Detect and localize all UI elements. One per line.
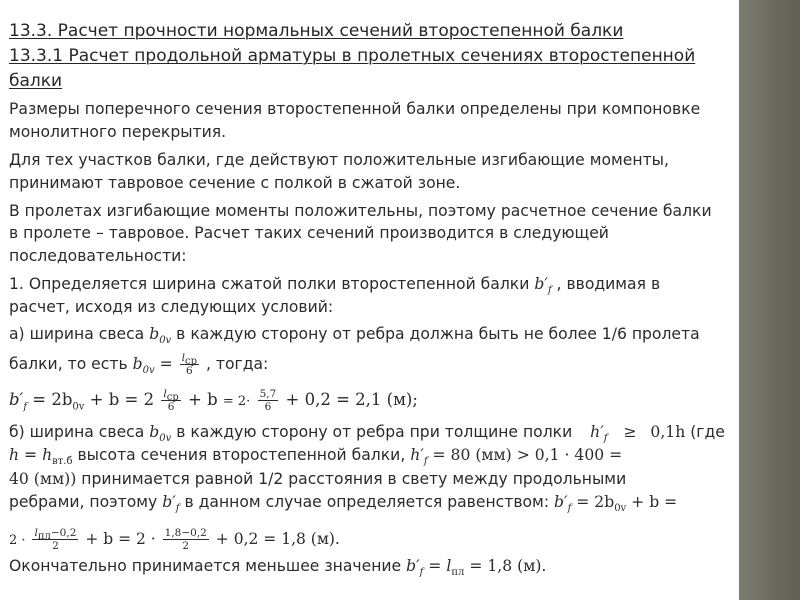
cond-b-line2 (9, 444, 622, 466)
formula-2 (9, 524, 340, 556)
math-eq: = (159, 355, 173, 373)
conclusion-tail: = 1,8 (м). (469, 557, 547, 575)
formula-2-frac-lpl: $\frac{l_{пл}-0,2}{2}$ (34, 526, 77, 552)
formula-2-part1: 2 · (9, 533, 26, 548)
para-1-line2: монолитного перекрытия. (9, 123, 227, 141)
formula-1-part1: = $2b_{0v}$ (32, 390, 85, 413)
cond-b-text: б) ширина свеса (9, 423, 145, 441)
math-bf-2: $b'_f$ (162, 493, 180, 515)
heading-13-3-1: 13.3.1 Расчет продольной арматуры в пролетных сечениях второстепенной (9, 46, 696, 66)
cond-a-line2 (9, 349, 268, 379)
formula-1 (9, 385, 418, 417)
cond-b-line3 (9, 468, 626, 490)
cond-b-line4-text: ребрами, поэтому (9, 493, 158, 511)
heading-13-3: 13.3. Расчет прочности нормальных сечений второстепенной балки (9, 21, 624, 41)
formula-2-frac-1-8: $\frac{1,8-0,2}{2}$ (164, 526, 207, 552)
para-2-line2: принимают тавровое сечение с полкой в сжатой зоне. (9, 174, 461, 192)
math-eq-final: = (428, 557, 442, 575)
math-40mm: 40 (мм)) (9, 470, 77, 488)
slide-side-bar (739, 0, 800, 600)
math-lpl: $l_{пл}$ (446, 557, 465, 579)
formula-1-frac-5-7: $\frac{5,7}{6}$ (259, 387, 277, 413)
math-bf-3: $b'_f$ (554, 493, 572, 515)
cond-b-line2-text: высота сечения второстепенной балки, (77, 446, 406, 464)
step-1-tail: , вводимая в (556, 275, 661, 293)
formula-1-frac-lcp: $\frac{l_{ср}}{6}$ (163, 387, 179, 413)
conclusion (9, 555, 546, 577)
math-hf: $h'_f$ (590, 423, 608, 445)
conclusion-text: Окончательно принимается меньшее значение (9, 557, 402, 575)
math-hf-2: $h'_f$ (410, 446, 428, 468)
math-geq: ≥ (623, 423, 637, 441)
cond-b-tail: (где (690, 423, 725, 441)
math-bf-final: $b'_f$ (406, 557, 424, 579)
cond-b-line3-text: принимается равной 1/2 расстояния в свету между продольными (81, 470, 627, 488)
math-2b0v: = $2b_{0v}$ (576, 493, 627, 515)
step-1-line1 (9, 273, 660, 295)
para-3-line1: В пролетах изгибающие моменты положительны, поэтому расчетное сечение балки (9, 202, 712, 220)
cond-a-line2-text: балки, то есть (9, 355, 128, 373)
cond-b-line4 (9, 491, 677, 513)
step-1-line2: расчет, исходя из следующих условий: (9, 298, 334, 316)
para-2-line1: Для тех участков балки, где действуют положительные изгибающие моменты, (9, 151, 669, 169)
para-3-line3: последовательности: (9, 247, 187, 265)
section-heading (9, 20, 623, 42)
formula-2-part3: + 0,2 = 1,8 (м). (215, 530, 340, 548)
cond-a-line1 (9, 323, 700, 345)
math-bf: $b'_f$ (534, 275, 552, 297)
math-plus-b: + b = (631, 493, 678, 511)
heading-13-3-1-cont: балки (9, 71, 63, 91)
math-h: h (9, 446, 20, 464)
math-80mm: = 80 (мм) > 0,1 · 400 = (432, 446, 623, 464)
fraction-lcp-6: $\frac{l_{ср}}{6}$ (181, 351, 197, 377)
cond-b-line1 (9, 421, 725, 443)
math-hvtb: $h_{вт.б}$ (42, 446, 73, 468)
formula-1-part3: + b (188, 390, 218, 409)
subsection-heading-line1 (9, 45, 695, 67)
cond-a-text: а) ширина свеса (9, 325, 145, 343)
cond-b-line4-mid: в данном случае определяется равенством: (184, 493, 550, 511)
step-1-text: 1. Определяется ширина сжатой полки второстепенной балки (9, 275, 530, 293)
para-1-line1: Размеры поперечного сечения второстепенной балки определены при компоновке (9, 100, 701, 118)
cond-a-tail: в каждую сторону от ребра должна быть не более 1/6 пролета (176, 325, 700, 343)
cond-a-line2-tail: , тогда: (205, 355, 269, 373)
math-01h: 0,1h (650, 423, 686, 441)
formula-1-part4: = 2· (222, 394, 251, 409)
formula-1-part5: + 0,2 = 2,1 (м); (285, 390, 418, 409)
formula-1-part2: + b = 2 (89, 390, 155, 409)
math-b0v: $b_{0v}$ (149, 325, 172, 347)
math-b0v-lhs: $b_{0v}$ (132, 355, 155, 377)
math-eq-2: = (24, 446, 38, 464)
cond-b-mid: в каждую сторону от ребра при толщине полки (176, 423, 573, 441)
formula-1-lhs: $b'_f$ (9, 390, 28, 413)
subsection-heading-line2 (9, 70, 62, 92)
para-3-line2: в пролете – тавровое. Расчет таких сечений производится в следующей (9, 224, 609, 242)
formula-2-part2: + b = 2 · (85, 530, 156, 548)
math-b0v-b: $b_{0v}$ (149, 423, 172, 445)
